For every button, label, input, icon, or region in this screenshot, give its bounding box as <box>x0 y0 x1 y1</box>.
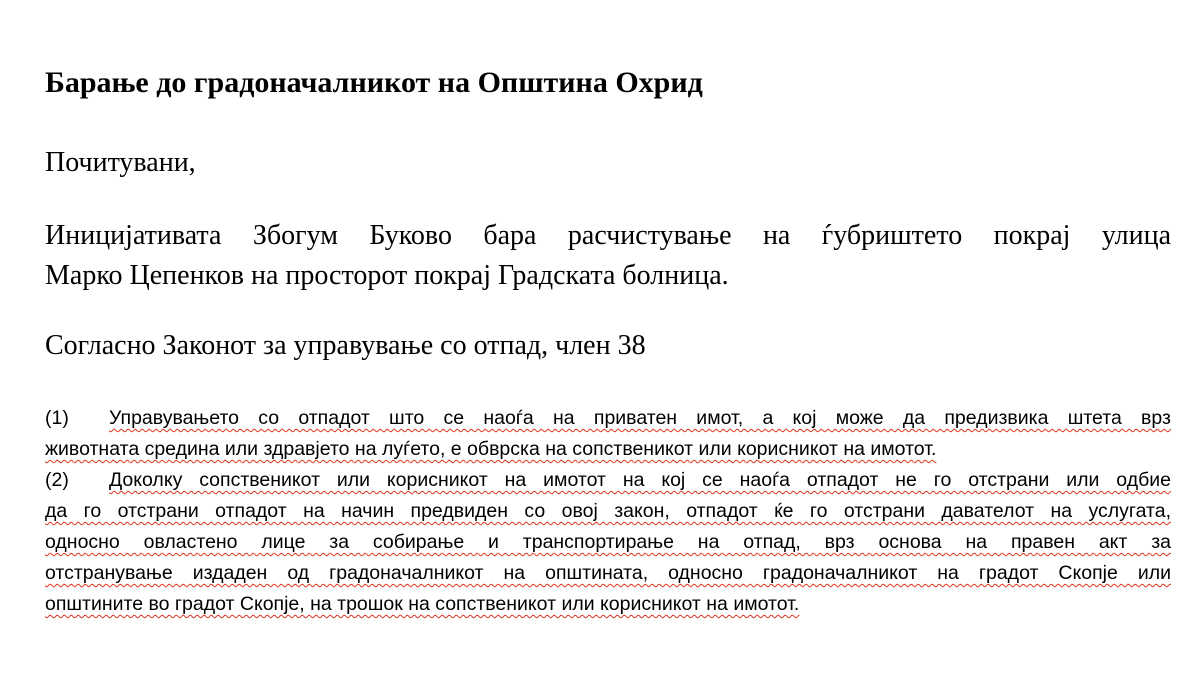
article-1-line-2 <box>45 434 1171 465</box>
article-paragraph-1 <box>45 403 1171 465</box>
article-1-text-line-1: Управувањето со отпадот што се наоѓа на приватен имот, а кој може да предизвика штета врз <box>109 407 1171 429</box>
request-line-2: Марко Цепенков на просторот покрај Градската болница. <box>45 260 729 291</box>
article-2-text-line-2: да го отстрани отпадот на начин предвиден со овој закон, отпадот ќе го отстрани давателот на услугата, <box>45 500 1171 522</box>
article-1-text-line-2: животната средина или здравјето на луѓето, е обврска на сопственикот или корисникот на имотот. <box>45 438 937 460</box>
article-2-text-line-3: односно овластено лице за собирање и транспортирање на отпад, врз основа на правен акт за <box>45 531 1171 553</box>
request-line-1: Иницијативата Збогум Буково бара расчистување на ѓубриштето покрај улица <box>45 220 1171 251</box>
article-2-line-3 <box>45 527 1171 558</box>
article-2-text-line-1: Доколку сопственикот или корисникот на имотот на кој се наоѓа отпадот не го отстрани или одбие <box>109 469 1171 491</box>
article-1-number: (1) <box>45 407 69 429</box>
greeting: Почитувани, <box>45 147 196 178</box>
article-2-text-line-4: отстранување издаден од градоначалникот на општината, односно градоначалникот на градот Скопје или <box>45 562 1171 584</box>
article-2-text-line-5: општините во градот Скопје, на трошок на сопственикот или корисникот на имотот. <box>45 593 800 615</box>
document-title: Барање до градоначалникот на Општина Охрид <box>45 66 703 99</box>
article-2-line-2 <box>45 496 1171 527</box>
article-2-number: (2) <box>45 469 69 491</box>
article-2-line-5 <box>45 589 1171 620</box>
article-2-line-1 <box>45 465 1171 496</box>
law-reference: Согласно Законот за управување со отпад, член 38 <box>45 330 646 361</box>
article-paragraph-2 <box>45 465 1171 620</box>
article-2-line-4 <box>45 558 1171 589</box>
request-paragraph <box>45 216 1171 296</box>
article-1-line-1 <box>45 403 1171 434</box>
